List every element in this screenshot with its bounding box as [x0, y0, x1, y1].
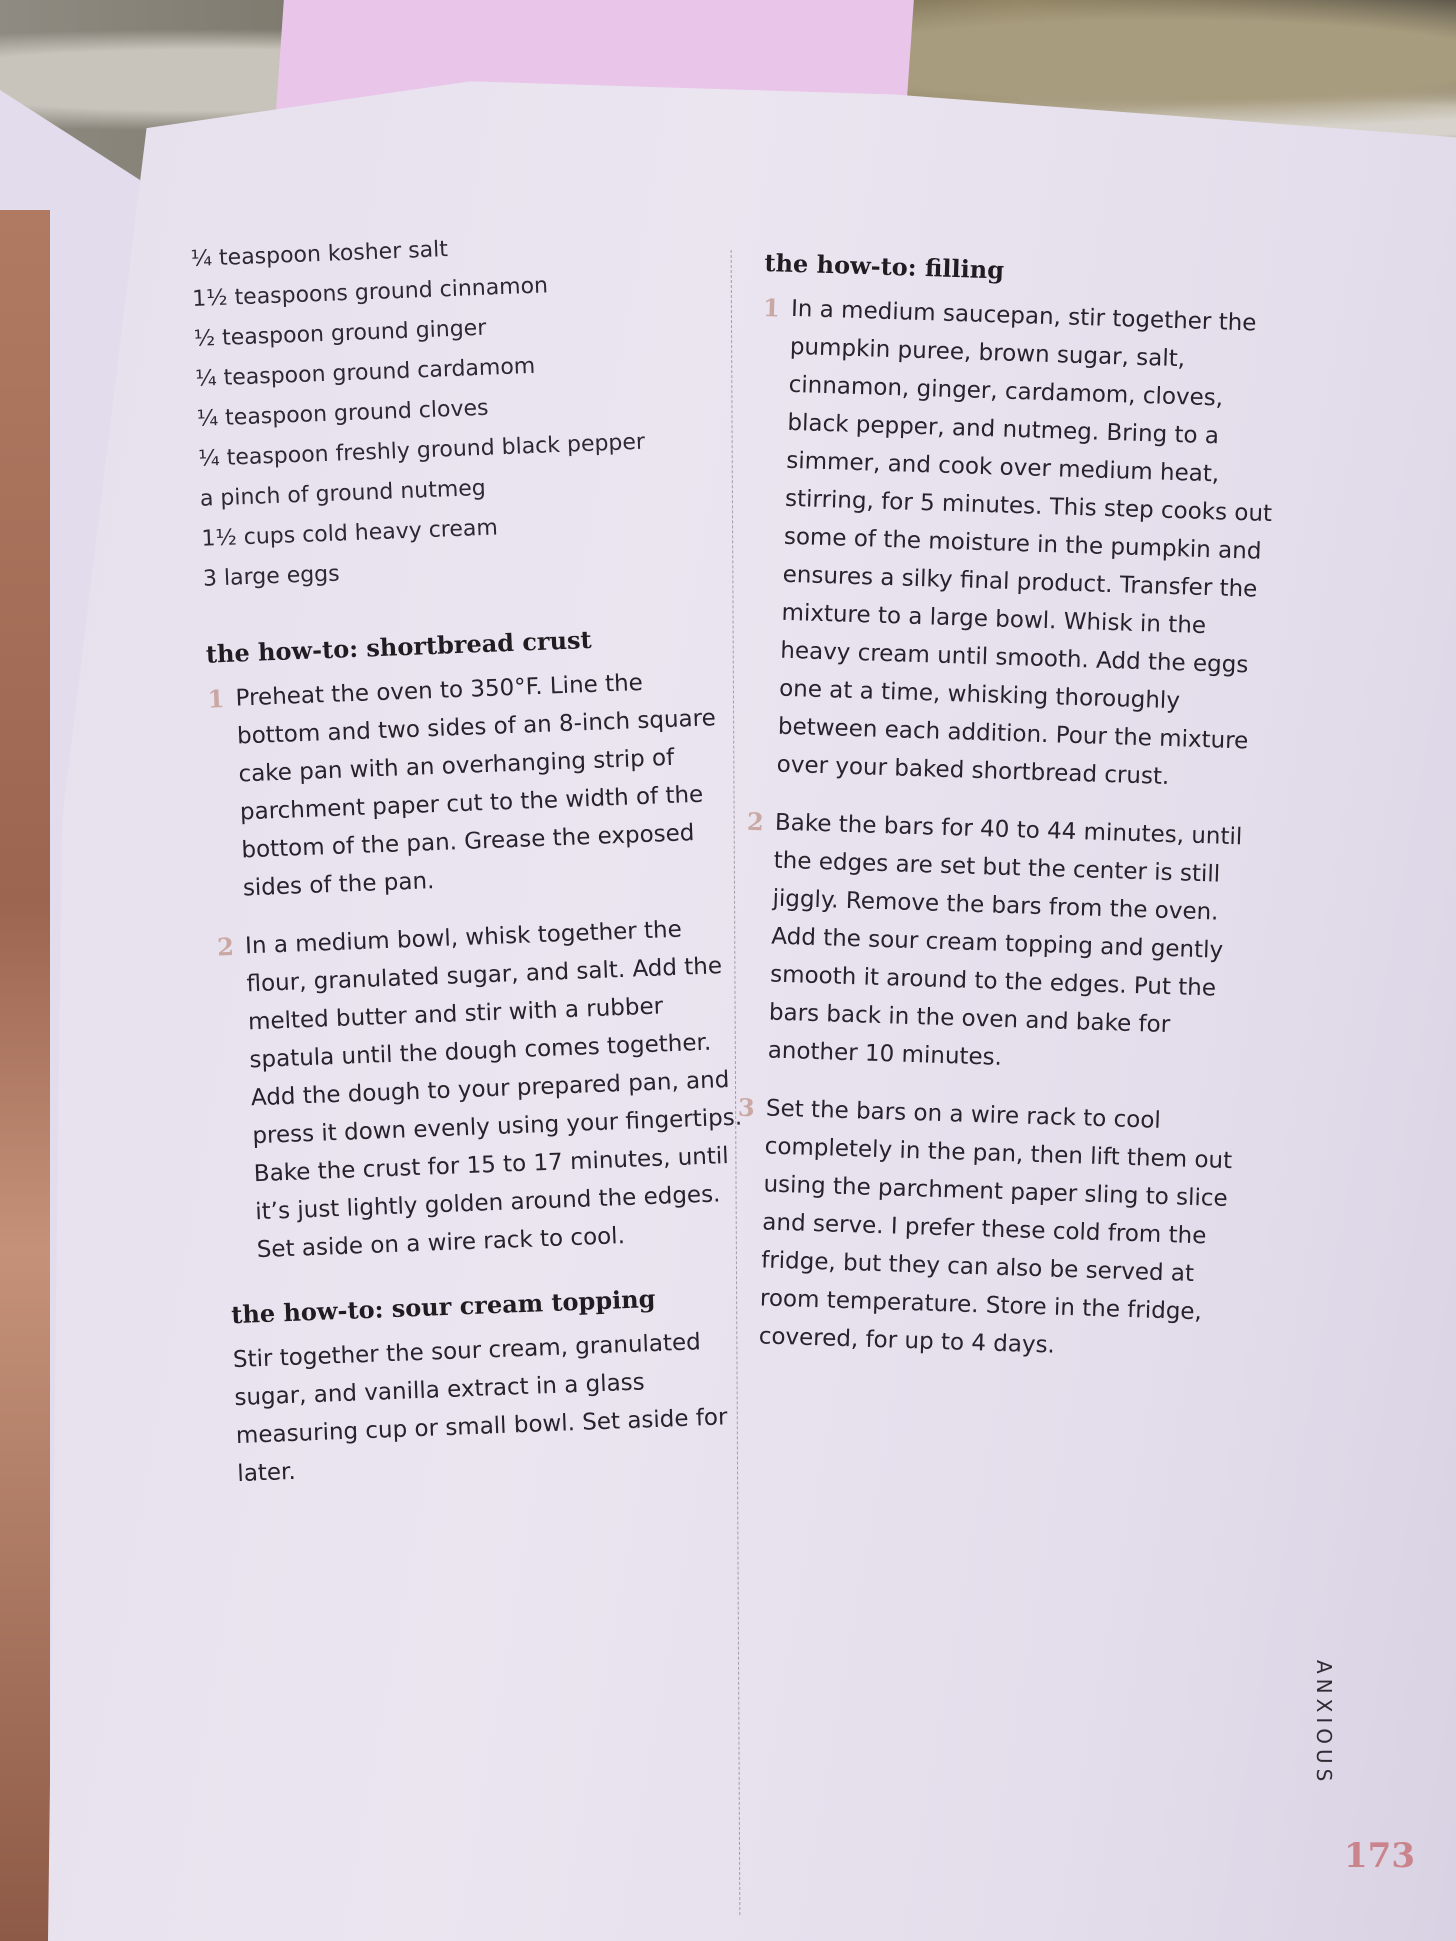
running-head: ANXIOUS — [1312, 1660, 1336, 1787]
left-column — [190, 220, 758, 1493]
step-text: In a medium saucepan, stir together the pumpkin puree, brown sugar, salt, cinnamon, ginger, cardamom, cloves, black pepper, and nutmeg. Bring to a simmer, and cook over medium heat, stirring, for 5 minutes. This step cooks out some of the moisture in the pumpkin and ensures a silky final product. Transfer the mixture to a large bowl. Whisk in the heavy cream until smooth. Add the eggs one at a time, whisking thoroughly between each addition. Pour the mixture over your baked shortbread crust. — [776, 295, 1273, 790]
ingredient-item: 3 large eggs — [202, 561, 341, 592]
step-number: 1 — [207, 684, 225, 714]
crust-step — [216, 909, 749, 1271]
ingredient-item: a pinch of ground nutmeg — [199, 475, 487, 512]
filling-heading: the how-to: filling — [764, 248, 1005, 285]
ingredient-item: 1½ cups cold heavy cream — [201, 515, 499, 552]
ingredient-item: ¼ teaspoon kosher salt — [190, 237, 449, 272]
topping-text: Stir together the sour cream, granulated sugar, and vanilla extract in a glass measuring cup or small bowl. Set aside for later. — [232, 1329, 728, 1488]
topping-heading: the how-to: sour cream topping — [230, 1283, 656, 1330]
step-text: Preheat the oven to 350°F. Line the bottom and two sides of an 8-inch square cake pan with an overhanging strip of parchment paper cut to the width of the bottom of the pan. Grease the exposed sides of the pan. — [235, 669, 717, 902]
ingredient-item: ¼ teaspoon ground cardamom — [194, 353, 536, 392]
right-column — [730, 248, 1285, 1391]
step-text: Set the bars on a wire rack to cool completely in the pan, then lift them out using the parchment paper sling to slice and serve. I prefer these cold from the fridge, but they can also be served at room temperature. Store in the fridge, covered, for up to 4 days. — [758, 1095, 1233, 1359]
crust-step — [207, 661, 735, 909]
step-number: 2 — [216, 931, 235, 962]
ingredient-item: ½ teaspoon ground ginger — [193, 315, 487, 352]
filling-step — [730, 1089, 1258, 1371]
step-number: 1 — [762, 292, 781, 323]
ingredient-list — [190, 220, 723, 600]
step-text: In a medium bowl, whisk together the flour, granulated sugar, and salt. Add the melted butter and stir with a rubber spatula until the dough comes together. Add the dough to your prepared pan, and press it down evenly using your fingertips. Bake the crust for 15 to 17 minutes, until it’s just lightly golden around the edges. Set aside on a wire rack to cool. — [244, 916, 743, 1264]
ingredient-item: ¼ teaspoon ground cloves — [196, 395, 489, 432]
page-number: 173 — [1344, 1836, 1415, 1876]
crust-heading: the how-to: shortbread crust — [205, 624, 593, 669]
step-number: 2 — [746, 806, 765, 837]
ingredient-item: 1½ teaspoons ground cinnamon — [191, 273, 549, 312]
step-text: Bake the bars for 40 to 44 minutes, until the edges are set but the center is still jiggly. Remove the bars from the oven. Add the sour cream topping and gently smooth it around to the edges. Put the bars back in the oven and bake for another 10 minutes. — [767, 809, 1243, 1071]
filling-step — [739, 803, 1267, 1085]
filling-step — [748, 289, 1283, 799]
ingredient-item: ¼ teaspoon freshly ground black pepper — [197, 429, 646, 472]
step-number: 3 — [737, 1092, 756, 1123]
